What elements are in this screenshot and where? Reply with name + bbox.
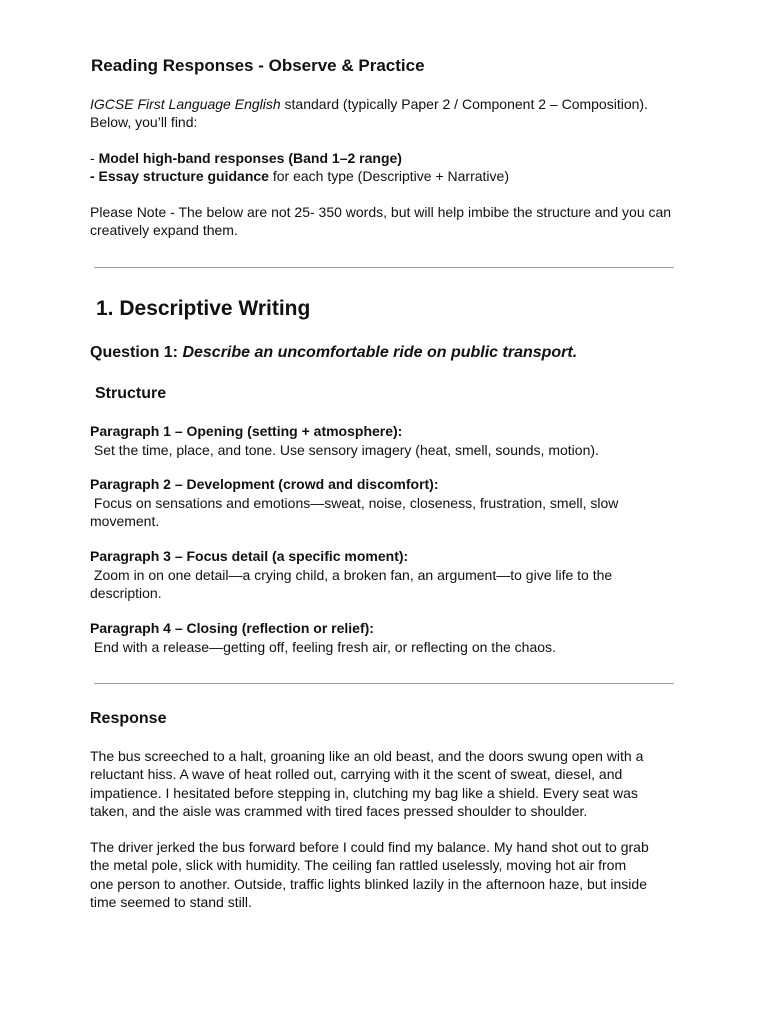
structure-paragraph-head: Paragraph 4 – Closing (reflection or relief): xyxy=(90,620,374,636)
question-heading xyxy=(90,344,577,362)
bullet-2-bold: - Essay structure guidance xyxy=(90,168,269,185)
structure-paragraph-body-text: Focus on sensations and emotions—sweat, noise, closeness, frustration, smell, slow movement. xyxy=(90,494,619,530)
structure-paragraph-body-text: End with a release—getting off, feeling fresh air, or reflecting on the chaos. xyxy=(93,638,556,655)
horizontal-divider xyxy=(94,683,674,684)
note-paragraph: Please Note - The below are not 25- 350 words, but will help imbibe the structure and you can creatively expand them. xyxy=(90,204,672,239)
structure-paragraph-head: Paragraph 3 – Focus detail (a specific moment): xyxy=(90,548,409,564)
structure-paragraph-body xyxy=(90,494,650,531)
intro-paragraph xyxy=(90,95,690,131)
question-text: Describe an uncomfortable ride on public transport. xyxy=(182,344,578,361)
question-label: Question 1: xyxy=(90,344,183,361)
structure-paragraph-1 xyxy=(90,422,650,459)
document-title: Reading Responses - Observe & Practice xyxy=(91,56,425,75)
intro-rest: standard (typically Paper 2 / Component 2 – Composition). xyxy=(280,96,648,112)
structure-paragraph-body-text: Zoom in on one detail—a crying child, a broken fan, an argument—to give life to the description. xyxy=(90,566,613,602)
horizontal-divider xyxy=(94,267,674,268)
structure-paragraph-head: Paragraph 1 – Opening (setting + atmosphere): xyxy=(90,423,403,439)
bullet-2-rest: for each type (Descriptive + Narrative) xyxy=(268,168,509,185)
bullet-list xyxy=(90,149,690,185)
structure-paragraph-4 xyxy=(90,619,650,656)
response-paragraph-2: The driver jerked the bus forward before I could find my balance. My hand shot out to grab the metal pole, slick with humidity. The ceiling fan rattled uselessly, moving hot air from one person to another. Outside, traffic lights blinked lazily in the afternoon haze, but inside time seemed to stand still. xyxy=(90,839,649,911)
structure-paragraph-body xyxy=(90,441,650,460)
structure-paragraph-body-text: Set the time, place, and tone. Use sensory imagery (heat, smell, sounds, motion). xyxy=(93,441,599,458)
structure-heading: Structure xyxy=(95,385,167,402)
response-paragraph-1: The bus screeched to a halt, groaning like an old beast, and the doors swung open with a reluctant hiss. A wave of heat rolled out, carrying with it the scent of sweat, diesel, and impatience. I hesitated before stepping in, clutching my bag like a shield. Every seat was taken, and the aisle was crammed with tired faces pressed shoulder to shoulder. xyxy=(90,748,644,820)
structure-paragraph-3 xyxy=(90,547,650,603)
intro-italic: IGCSE First Language English xyxy=(90,96,281,112)
structure-paragraph-body xyxy=(90,566,650,603)
intro-line2: Below, you’ll find: xyxy=(90,114,198,131)
section-heading: 1. Descriptive Writing xyxy=(96,297,311,320)
bullet-1-bold: Model high-band responses (Band 1–2 range) xyxy=(98,150,402,166)
structure-paragraph-2 xyxy=(90,475,650,531)
response-heading: Response xyxy=(90,710,167,727)
bullet-1-prefix: - xyxy=(90,150,99,166)
structure-paragraph-head: Paragraph 2 – Development (crowd and discomfort): xyxy=(90,476,439,492)
structure-paragraph-body xyxy=(90,638,650,657)
